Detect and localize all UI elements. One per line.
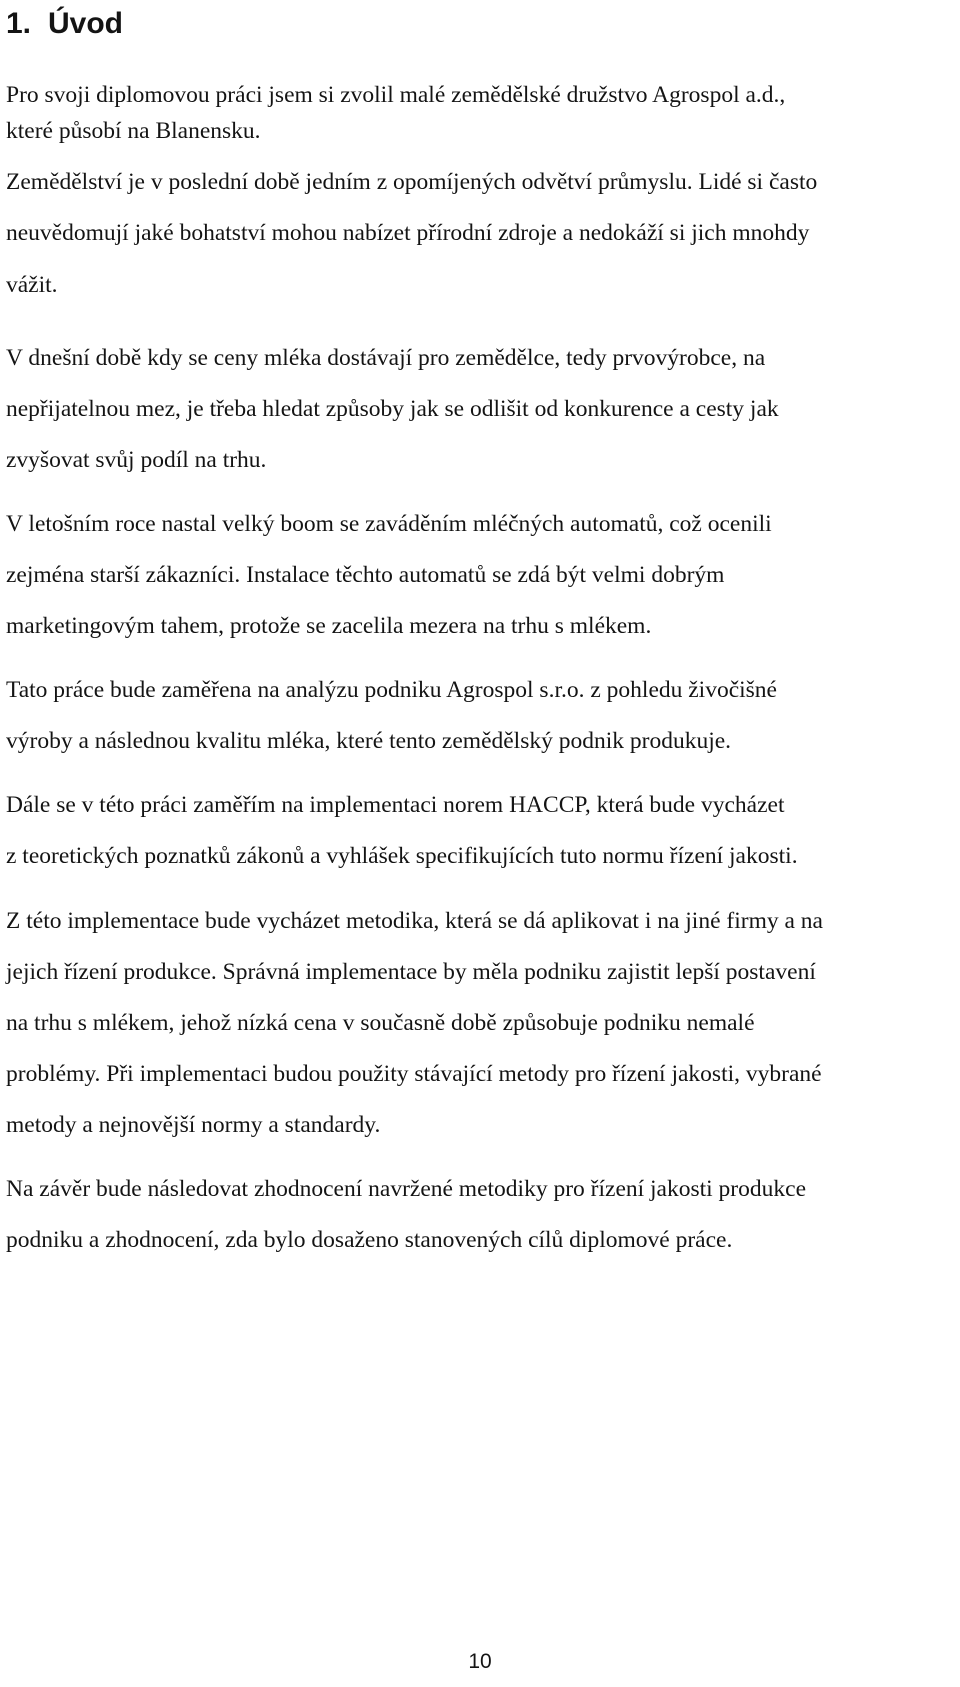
text-line: podniku a zhodnocení, zda bylo dosaženo stanovených cílů diplomové práce. — [6, 1227, 733, 1253]
text-line: zejména starší zákazníci. Instalace těchto automatů se zdá být velmi dobrým — [6, 562, 725, 588]
text-line: Zemědělství je v poslední době jedním z opomíjených odvětví průmyslu. Lidé si často — [6, 169, 818, 195]
section-title: Úvod — [48, 7, 123, 40]
text-line: Pro svoji diplomovou práci jsem si zvolil malé zemědělské družstvo Agrospol a.d., — [6, 82, 786, 108]
text-line: V letošním roce nastal velký boom se zaváděním mléčných automatů, což ocenili — [6, 511, 772, 537]
text-line: metody a nejnovější normy a standardy. — [6, 1112, 381, 1138]
text-line: na trhu s mlékem, jehož nízká cena v současně době způsobuje podniku nemalé — [6, 1010, 755, 1036]
section-heading — [6, 4, 123, 44]
text-line: jejich řízení produkce. Správná implementace by měla podniku zajistit lepší postavení — [6, 959, 816, 985]
text-line: marketingovým tahem, protože se zacelila mezera na trhu s mlékem. — [6, 613, 652, 639]
text-line: neuvědomují jaké bohatství mohou nabízet přírodní zdroje a nedokáží si jich mnohdy — [6, 220, 810, 246]
text-line: Tato práce bude zaměřena na analýzu podniku Agrospol s.r.o. z pohledu živočišné — [6, 677, 777, 703]
text-line: z teoretických poznatků zákonů a vyhlášek specifikujících tuto normu řízení jakosti. — [6, 843, 798, 869]
page-number: 10 — [468, 1650, 492, 1673]
text-line: problémy. Při implementaci budou použity stávající metody pro řízení jakosti, vybrané — [6, 1061, 822, 1087]
section-number: 1. — [6, 7, 32, 40]
text-line: V dnešní době kdy se ceny mléka dostávají pro zemědělce, tedy prvovýrobce, na — [6, 345, 766, 371]
text-line: vážit. — [6, 272, 58, 298]
text-line: Z této implementace bude vycházet metodika, která se dá aplikovat i na jiné firmy a na — [6, 908, 823, 934]
text-line: nepřijatelnou mez, je třeba hledat způsoby jak se odlišit od konkurence a cesty jak — [6, 396, 779, 422]
text-line: které působí na Blanensku. — [6, 118, 261, 144]
text-line: výroby a následnou kvalitu mléka, které tento zemědělský podnik produkuje. — [6, 728, 732, 754]
text-line: zvyšovat svůj podíl na trhu. — [6, 447, 267, 473]
text-line: Na závěr bude následovat zhodnocení navržené metodiky pro řízení jakosti produkce — [6, 1176, 806, 1202]
text-line: Dále se v této práci zaměřím na implementaci norem HACCP, která bude vycházet — [6, 792, 785, 818]
document-page — [6, 0, 946, 1687]
